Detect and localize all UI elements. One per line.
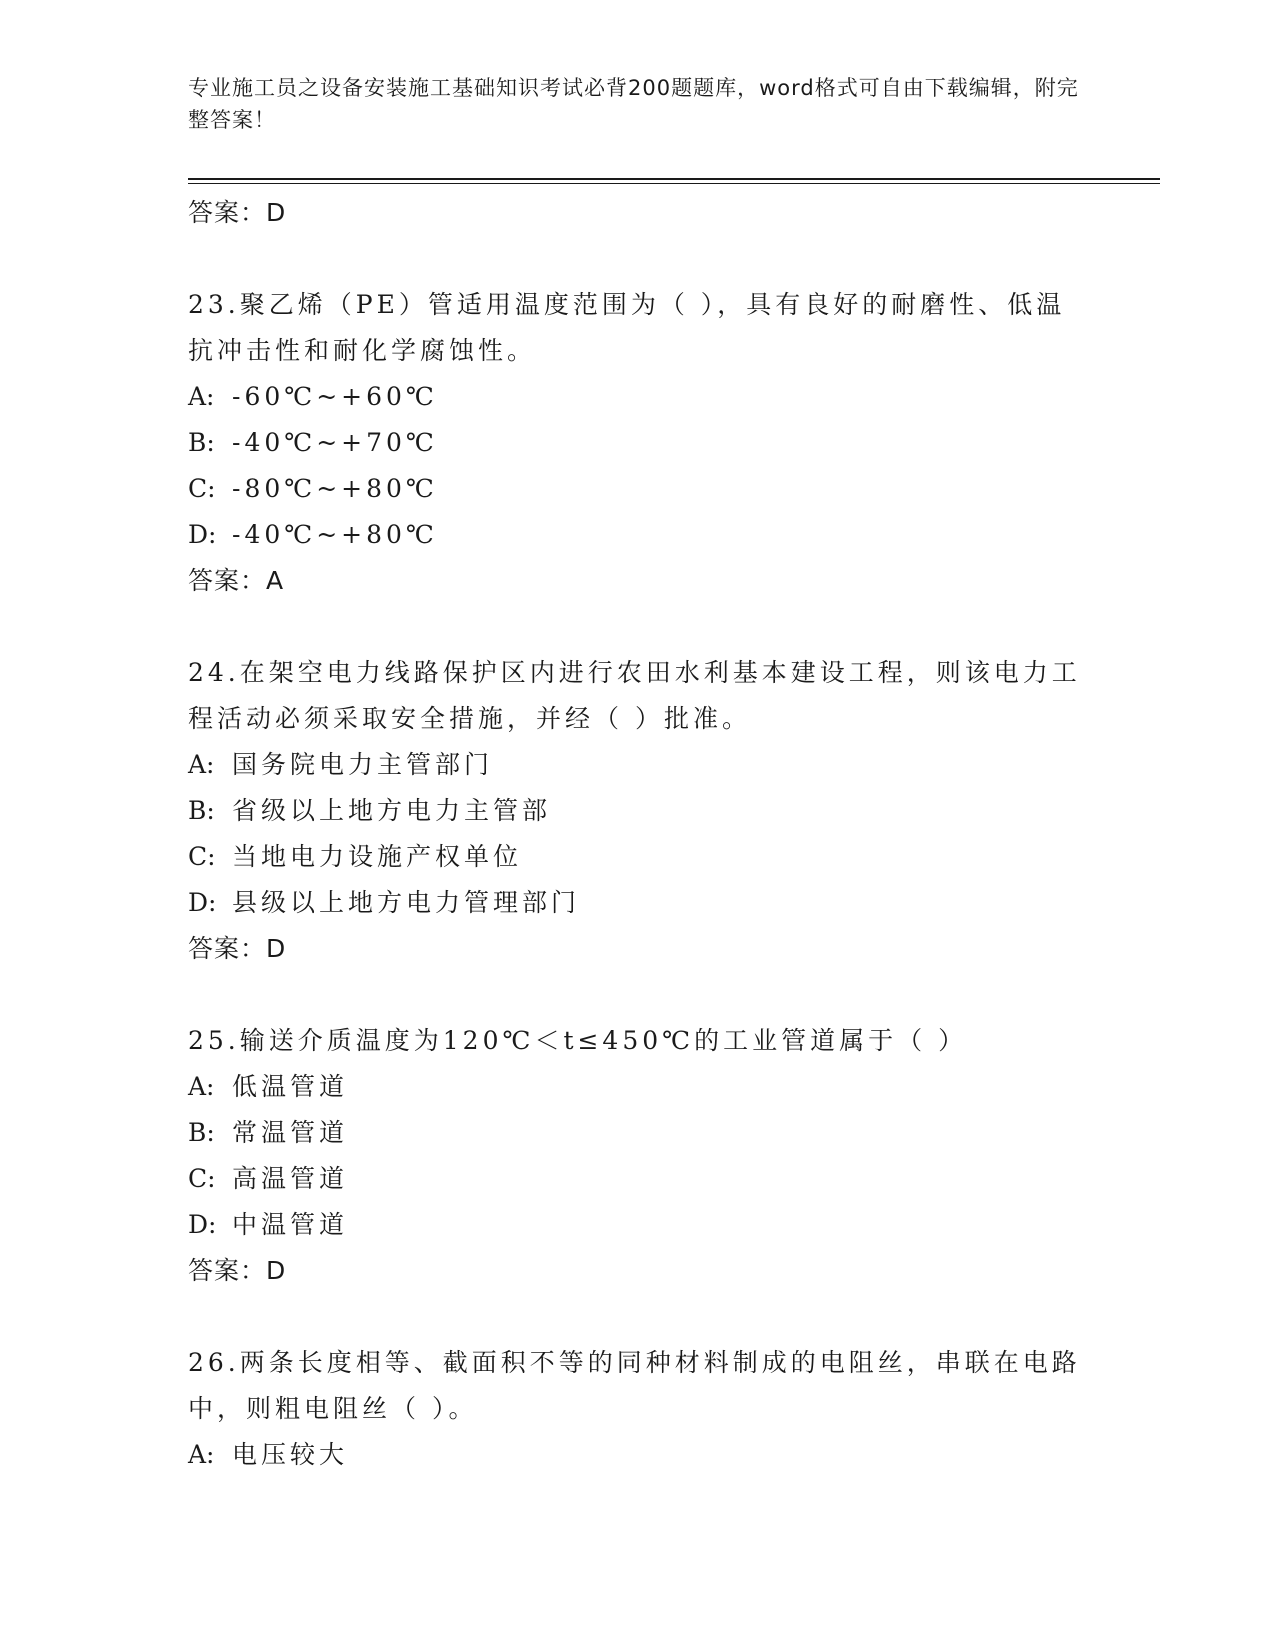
option-d: [188, 512, 1088, 558]
answer: 答案：A: [188, 566, 285, 595]
option-b: [188, 788, 1088, 834]
option-letter: A:: [188, 1440, 215, 1469]
question-stem: 23.聚乙烯（PE）管适用温度范围为（ ），具有良好的耐磨性、低温抗冲击性和耐化学腐蚀性。: [188, 290, 1066, 365]
header-rule-thick: [188, 178, 1160, 180]
question-stem: 26.两条长度相等、截面积不等的同种材料制成的电阻丝，串联在电路中，则粗电阻丝（ ）。: [188, 1348, 1081, 1423]
question-stem: 25.输送介质温度为120℃＜t≤450℃的工业管道属于（ ）: [188, 1026, 968, 1055]
option-text: 高温管道: [232, 1164, 349, 1193]
option-letter: C:: [188, 842, 216, 871]
spacer: [188, 1294, 1088, 1340]
header-rule-thin: [188, 183, 1160, 184]
option-text: 中温管道: [232, 1210, 349, 1239]
document-header: 专业施工员之设备安装施工基础知识考试必背200题题库，word格式可自由下载编辑，附完整答案！: [188, 76, 1079, 132]
option-text: -60℃~+60℃: [232, 382, 438, 411]
question-stem: 24.在架空电力线路保护区内进行农田水利基本建设工程，则该电力工程活动必须采取安全措施，并经（ ）批准。: [188, 658, 1081, 733]
option-a: [188, 1064, 1088, 1110]
option-text: 省级以上地方电力主管部: [232, 796, 552, 825]
option-letter: B:: [188, 796, 215, 825]
question-23: [188, 282, 1088, 604]
option-text: 电压较大: [232, 1440, 349, 1469]
option-text: 当地电力设施产权单位: [232, 842, 523, 871]
option-letter: A:: [188, 382, 215, 411]
option-text: 常温管道: [232, 1118, 349, 1147]
option-letter: A:: [188, 1072, 215, 1101]
option-d: [188, 1202, 1088, 1248]
previous-answer: 答案：D: [188, 198, 287, 227]
option-text: 国务院电力主管部门: [232, 750, 494, 779]
option-c: [188, 1156, 1088, 1202]
option-letter: A:: [188, 750, 215, 779]
option-text: -40℃~+70℃: [232, 428, 438, 457]
option-letter: D:: [188, 888, 217, 917]
spacer: [188, 972, 1088, 1018]
question-25: [188, 1018, 1088, 1294]
option-text: -40℃~+80℃: [232, 520, 438, 549]
option-letter: D:: [188, 520, 217, 549]
option-letter: C:: [188, 1164, 216, 1193]
option-c: [188, 834, 1088, 880]
option-b: [188, 1110, 1088, 1156]
option-text: -80℃~+80℃: [232, 474, 438, 503]
option-text: 低温管道: [232, 1072, 349, 1101]
option-letter: C:: [188, 474, 216, 503]
option-b: [188, 420, 1088, 466]
question-list: [188, 190, 1088, 1478]
option-c: [188, 466, 1088, 512]
option-letter: B:: [188, 1118, 215, 1147]
option-a: [188, 742, 1088, 788]
option-letter: D:: [188, 1210, 217, 1239]
option-a: [188, 374, 1088, 420]
question-26: [188, 1340, 1088, 1478]
option-d: [188, 880, 1088, 926]
question-24: [188, 650, 1088, 972]
option-a: [188, 1432, 1088, 1478]
spacer: [188, 236, 1088, 282]
answer: 答案：D: [188, 934, 287, 963]
option-text: 县级以上地方电力管理部门: [232, 888, 581, 917]
spacer: [188, 604, 1088, 650]
answer: 答案：D: [188, 1256, 287, 1285]
option-letter: B:: [188, 428, 215, 457]
